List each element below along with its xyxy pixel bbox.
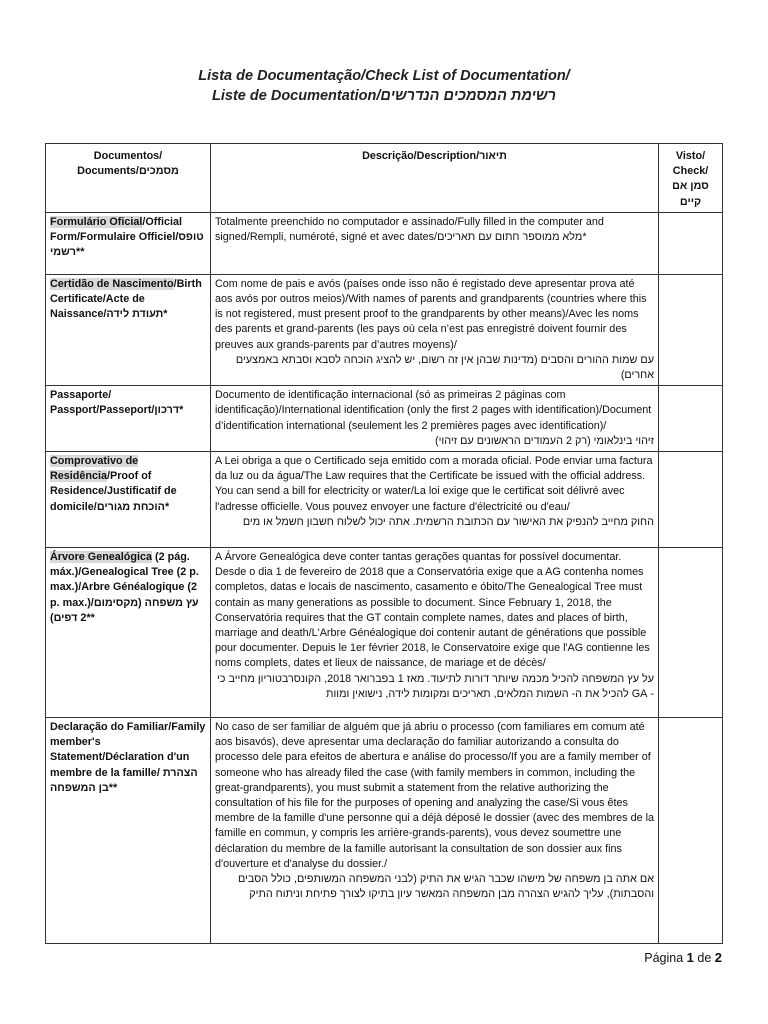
- document-title-line-2: Liste de Documentation/רשימת המסמכים הנדרשים: [212, 88, 556, 104]
- check-cell[interactable]: [659, 386, 723, 452]
- table-row: [46, 274, 723, 385]
- current-page: 1: [686, 950, 694, 965]
- document-description-hebrew: על עץ המשפחה להכיל מכמה שיותר דורות לתיעוד. מאז 1 בפברואר 2018, הקונסרבטוריון מחייב כי - GA להכיל את ה- השמות המלאים, תאריכים ומקומות לידה, נישואין ומוות: [216, 672, 654, 700]
- header-description: Descrição/Description/תיאור: [211, 144, 659, 213]
- table-row: [46, 718, 723, 944]
- check-cell[interactable]: [659, 452, 723, 548]
- table-row: [46, 386, 723, 452]
- table-row: [46, 452, 723, 548]
- document-name-cell: [46, 274, 211, 385]
- document-description-cell: [211, 548, 659, 718]
- document-name-cell: [46, 718, 211, 944]
- document-name-cell: [46, 212, 211, 274]
- document-description-cell: [211, 452, 659, 548]
- check-cell[interactable]: [659, 718, 723, 944]
- page-of-label: de: [697, 951, 712, 965]
- document-name: (2 pág. máx.)/Genealogical Tree (2 p. max.)/Arbre Généalogique (2 p. max.)/עץ משפחה (מקסימום 2 דפים)**: [50, 551, 199, 624]
- document-name-highlight: Comprovativo de Residência: [50, 455, 139, 483]
- documentation-checklist-table: [45, 143, 723, 944]
- document-name: /Official Form/Formulaire Officiel/טופס רשמי**: [50, 215, 204, 259]
- document-description-hebrew: אם אתה בן משפחה של מישהו שכבר הגיש את התיק (לבני המשפחה המשותפים, כולל הסבים והסבתות), עליך להגיש הצהרה מבן המשפחה המאשר עיון בתיקו לצורך פתיחת וניתוח התיק: [237, 873, 654, 901]
- document-description: Documento de identificação internacional (só as primeiras 2 páginas com identificação)/International identification (only the first 2 pages with identification)/Document d’identification international (seulement les 2 premières pages avec identification)/: [215, 389, 652, 432]
- total-pages: 2: [714, 950, 722, 965]
- document-description: Com nome de pais e avós (países onde isso não é registado deve apresentar prova até aos avós por outros meios)/With names of parents and grandparents (countries where this is not registered, must present proof to the grandparents by other means)/Avec les noms des parents et grand-parents (les pays où cela n’est pas enregistré doivent fournir des preuves aux grands-parents par d’autres moyens)/: [215, 277, 647, 351]
- document-description-hebrew: החוק מחייב להנפיק את האישור עם הכתובת הרשמית. אתה יכול לשלוח חשבון חשמל או מים: [242, 515, 654, 528]
- header-documents: Documentos/ Documents/מסמכים: [46, 144, 211, 213]
- check-cell[interactable]: [659, 274, 723, 385]
- check-cell[interactable]: [659, 548, 723, 718]
- document-description-cell: [211, 274, 659, 385]
- document-name: Passaporte/ Passport/Passeport/דרכון*: [50, 389, 184, 417]
- document-title-line-1: Lista de Documentação/Check List of Documentation/: [198, 68, 570, 84]
- document-name-highlight: Formulário Oficial: [50, 215, 143, 228]
- document-name-highlight: Certidão de Nascimento: [50, 277, 174, 290]
- document-description: No caso de ser familiar de alguém que já abriu o processo (com familiares em comum até aos bisavós), deve apresentar uma declaração do familiar autorizando a consulta do processo dele para efeitos de abertura e análise do processo/If you are a family member of someone who has already filed the case (with family members in common, including the great-grandparents), you must submit a statement from the relative authorizing the consultation of his file for the purposes of opening and analyzing the case/Si vous êtes membre de la famille d'une personne qui a déjà déposé le dossier (avec des membres de la famille en commun, y compris les arrière-grands-parents), vous devez soumettre une déclaration du membre de la famille autorisant la consultation de son dossier aux fins d'ouverture et d'analyse du dossier./: [215, 721, 654, 870]
- document-name: /Proof of Residence/Justificatif de domicile/הוכחת מגורים*: [50, 470, 177, 513]
- document-description: A Árvore Genealógica deve conter tantas gerações quantas for possível documentar. Desde o dia 1 de fevereiro de 2018 que a Conservatória exige que a AG contenha nomes completos, datas e locais de nascimento, casamento e óbito/The Genealogical Tree must contain as many generations as possible to document. Since February 1, 2018, the Conservatória requires that the GT contain complete names, dates and places of birth, marriage and death/L'Arbre Généalogique doi contenir autant de générations que possible pour documenter. Depuis le 1er février 2018, le Conservatoire exige que l'AG contienne les noms complets, dates et lieux de naissance, de mariage et de décès/: [215, 551, 650, 670]
- document-name: Declaração do Familiar/Family member's Statement/Déclaration d'un membre de la famille/ הצהרת בן המשפחה**: [50, 721, 206, 794]
- document-name-cell: [46, 548, 211, 718]
- document-description: Totalmente preenchido no computador e assinado/Fully filled in the computer and signed/Rempli, numéroté, signé et avec dates/מלא ממוספר חתום עם תאריכים*: [215, 215, 604, 244]
- page-number: [644, 950, 722, 965]
- document-description-hebrew: זיהוי בינלאומי (רק 2 העמודים הראשונים עם זיהוי): [434, 434, 654, 447]
- document-description-cell: [211, 212, 659, 274]
- document-description-cell: [211, 386, 659, 452]
- document-name-highlight: Árvore Genealógica: [50, 551, 153, 564]
- document-name-cell: [46, 452, 211, 548]
- table-header-row: [46, 144, 723, 213]
- document-description-hebrew: עם שמות ההורים והסבים (מדינות שבהן אין זה רשום, יש להציג הוכחה לסבא וסבתא באמצעים אחרים): [235, 353, 654, 382]
- page-label: Página: [644, 951, 684, 965]
- document-description: A Lei obriga a que o Certificado seja emitido com a morada oficial. Pode enviar uma factura da luz ou da água/The Law requires that the Certificate be issued with the official address. You can send a bill for electricity or water/La loi exige que le certificat soit délivré avec l'adresse officielle. Vous pouvez envoyer une facture d'électricité ou d'eau/: [215, 455, 653, 513]
- table-row: [46, 548, 723, 718]
- header-check: Visto/ Check/ סמן אם קיים: [659, 144, 723, 213]
- table-row: [46, 212, 723, 274]
- check-cell[interactable]: [659, 212, 723, 274]
- document-description-cell: [211, 718, 659, 944]
- document-name-cell: [46, 386, 211, 452]
- document-name: /Birth Certificate/Acte de Naissance/תעודת לידה*: [50, 277, 202, 321]
